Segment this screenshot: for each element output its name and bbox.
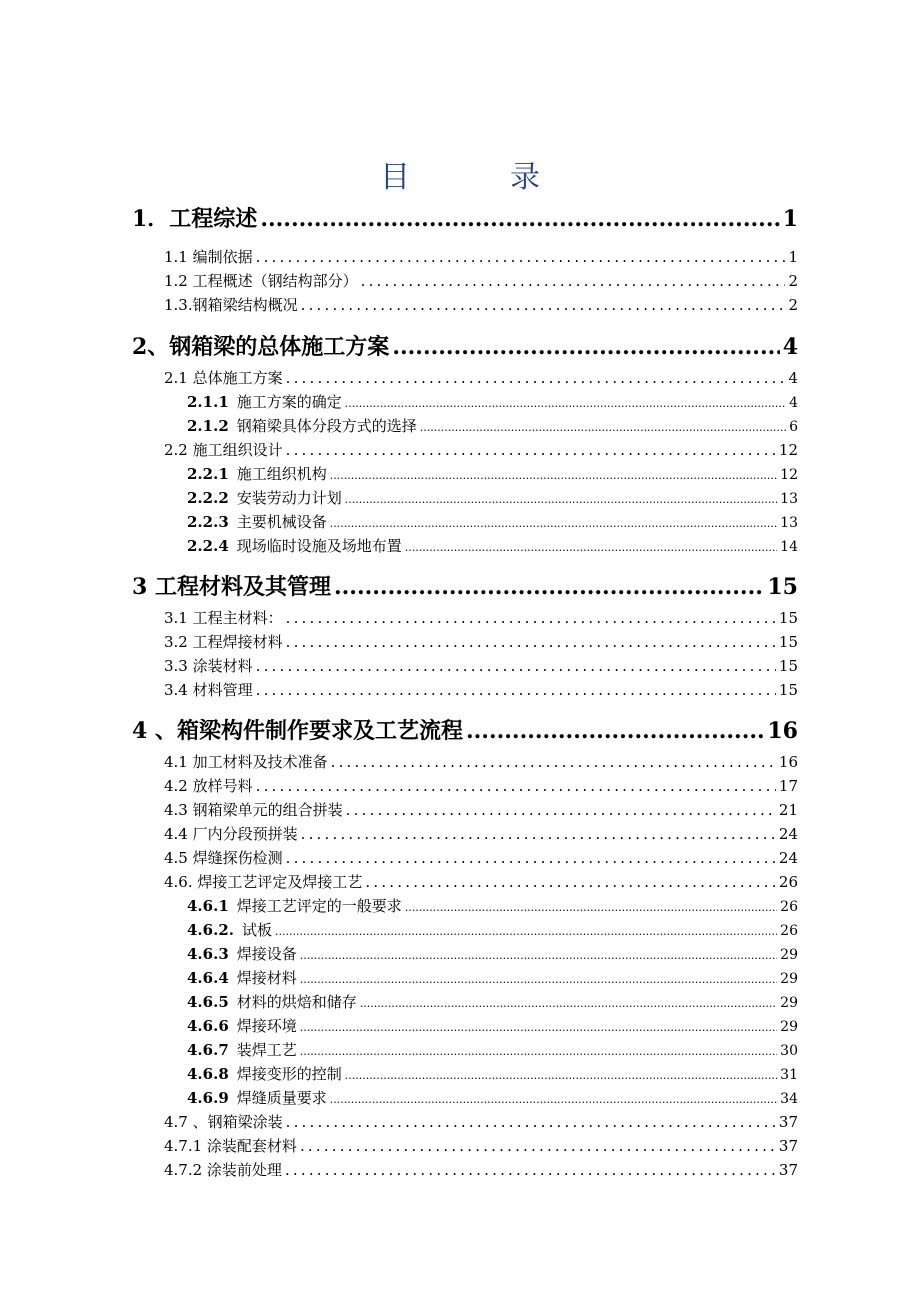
toc-entry-level-3[interactable] — [187, 919, 798, 941]
toc-entry-text: 3.4 材料管理 — [164, 681, 253, 699]
toc-page-number: 16 — [767, 718, 798, 744]
toc-entry-level-1[interactable] — [132, 202, 798, 232]
toc-entry-text: 4.7.1 涂装配套材料 — [164, 1137, 297, 1155]
toc-page-number: 26 — [780, 923, 798, 939]
toc-entry-number: 4.6.3 — [187, 945, 229, 963]
toc-entry-level-3[interactable] — [187, 487, 798, 509]
toc-entry-label — [164, 1159, 282, 1180]
toc-entry-label — [187, 991, 357, 1012]
toc-leader-dots — [466, 718, 764, 744]
toc-entry-number: 2.2.4 — [187, 537, 229, 555]
toc-entry-level-2[interactable] — [164, 775, 798, 797]
toc-entry-label — [164, 631, 283, 652]
toc-entry-label — [187, 535, 402, 556]
toc-entry-level-1[interactable] — [132, 330, 798, 360]
toc-entry-text: 3.3 涂装材料 — [164, 657, 253, 675]
toc-leader-dots — [285, 1161, 776, 1179]
toc-entry-text: 2.1 总体施工方案 — [164, 369, 283, 387]
toc-entry-text: 1．工程综述 — [132, 206, 258, 232]
toc-page-number: 4 — [788, 369, 798, 387]
toc-leader-dots — [286, 633, 776, 651]
toc-entry-level-3[interactable] — [187, 943, 798, 965]
toc-leader-dots — [286, 1113, 776, 1131]
toc-entry-text: 安装劳动力计划 — [236, 489, 342, 507]
toc-entry-label — [164, 1111, 283, 1132]
toc-entry-level-3[interactable] — [187, 535, 798, 557]
toc-leader-dots — [275, 925, 777, 938]
toc-entry-number: 4.6.2. — [187, 921, 234, 939]
toc-entry-text: 焊接材料 — [236, 969, 297, 987]
toc-entry-text: 主要机械设备 — [236, 513, 327, 531]
toc-entry-label — [164, 246, 253, 267]
toc-entry-text: 4.5 焊缝探伤检测 — [164, 849, 283, 867]
toc-entry-label — [187, 919, 272, 940]
toc-page-number: 31 — [780, 1067, 798, 1083]
toc-entry-label — [164, 823, 298, 844]
toc-title-char-2: 录 — [510, 160, 540, 195]
toc-leader-dots — [256, 248, 786, 266]
toc-leader-dots — [405, 541, 777, 554]
toc-entry-level-3[interactable] — [187, 967, 798, 989]
toc-entry-text: 试板 — [241, 921, 272, 939]
toc-entry-text: 装焊工艺 — [236, 1041, 297, 1059]
toc-leader-dots — [361, 272, 786, 290]
toc-entry-label — [132, 570, 331, 601]
toc-entry-text: 焊接环境 — [236, 1017, 297, 1035]
toc-entry-level-2[interactable] — [164, 1135, 798, 1157]
toc-entry-text: 材料的烘焙和储存 — [236, 993, 357, 1011]
toc-entry-level-2[interactable] — [164, 367, 798, 389]
toc-entry-label — [164, 1135, 297, 1156]
toc-page-number: 2 — [788, 296, 798, 314]
toc-entry-number: 4.6.5 — [187, 993, 229, 1011]
toc-entry-text: 现场临时设施及场地布置 — [236, 537, 402, 555]
toc-entry-label — [187, 943, 297, 964]
toc-leader-dots — [300, 949, 777, 962]
toc-page-number: 1 — [788, 248, 798, 266]
toc-page-number: 15 — [778, 657, 798, 675]
toc-entry-level-3[interactable] — [187, 415, 798, 437]
toc-page-number: 2 — [788, 272, 798, 290]
toc-entry-number: 2.2.3 — [187, 513, 229, 531]
toc-entry-label — [187, 1039, 297, 1060]
toc-entry-label — [187, 511, 327, 532]
toc-entry-text: 4.4 厂内分段预拼装 — [164, 825, 298, 843]
toc-entry-text: 4.7 、钢箱梁涂装 — [164, 1113, 283, 1131]
toc-page-number: 26 — [780, 899, 798, 915]
toc-entry-text: 4.7.2 涂装前处理 — [164, 1161, 282, 1179]
toc-entry-label — [164, 799, 343, 820]
toc-leader-dots — [392, 334, 779, 360]
toc-entry-text: 焊接工艺评定的一般要求 — [236, 897, 402, 915]
toc-leader-dots — [365, 873, 776, 891]
toc-leader-dots — [301, 825, 776, 843]
toc-leader-dots — [330, 469, 777, 482]
toc-entry-level-2[interactable] — [164, 1111, 798, 1133]
toc-entry-label — [164, 775, 253, 796]
toc-page-number: 13 — [780, 515, 798, 531]
toc-page-number: 4 — [782, 334, 798, 360]
toc-entry-number: 4.6.8 — [187, 1065, 229, 1083]
toc-page-number: 30 — [780, 1043, 798, 1059]
toc-page-number: 15 — [778, 681, 798, 699]
toc-page-number: 15 — [778, 609, 798, 627]
toc-entry-label — [164, 847, 283, 868]
toc-entry-number: 2.1.1 — [187, 393, 229, 411]
toc-entry-label — [187, 1063, 342, 1084]
toc-entry-number: 4.6.7 — [187, 1041, 229, 1059]
toc-leader-dots — [331, 753, 776, 771]
toc-leader-dots — [256, 681, 776, 699]
toc-entry-level-3[interactable] — [187, 1015, 798, 1037]
toc-entry-text: 4.2 放样号料 — [164, 777, 253, 795]
toc-page-number: 13 — [780, 491, 798, 507]
toc-entry-level-3[interactable] — [187, 1087, 798, 1109]
toc-entry-label — [164, 367, 283, 388]
toc-page-number: 15 — [778, 633, 798, 651]
toc-entry-label — [132, 202, 257, 233]
toc-entry-text: 4.6. 焊接工艺评定及焊接工艺 — [164, 873, 363, 891]
toc-title-char-1: 目 — [380, 160, 410, 195]
toc-title — [0, 152, 920, 196]
toc-leader-dots — [286, 609, 776, 627]
toc-entry-label — [164, 270, 358, 291]
toc-entry-level-2[interactable] — [164, 799, 798, 821]
toc-entry-label — [187, 391, 342, 412]
toc-entry-level-2[interactable] — [164, 631, 798, 653]
toc-entry-label — [132, 330, 389, 361]
toc-leader-dots — [286, 441, 776, 459]
toc-entry-text: 4 、箱梁构件制作要求及工艺流程 — [132, 718, 463, 744]
toc-leader-dots — [330, 1093, 777, 1106]
toc-entry-level-2[interactable] — [164, 655, 798, 677]
toc-page-number: 12 — [780, 467, 798, 483]
toc-page-number: 37 — [778, 1161, 798, 1179]
toc-entry-text: 钢箱梁具体分段方式的选择 — [236, 417, 417, 435]
toc-entry-text: 施工组织机构 — [236, 465, 327, 483]
toc-leader-dots — [420, 421, 786, 434]
toc-entry-label — [187, 967, 297, 988]
toc-entry-label — [164, 679, 253, 700]
toc-entry-level-3[interactable] — [187, 1039, 798, 1061]
toc-entry-number: 4.6.1 — [187, 897, 229, 915]
toc-page-number: 29 — [780, 971, 798, 987]
toc-page-number: 14 — [780, 539, 798, 555]
toc-entry-level-3[interactable] — [187, 511, 798, 533]
toc-entry-text: 4.1 加工材料及技术准备 — [164, 753, 328, 771]
toc-entry-text: 1.1 编制依据 — [164, 248, 253, 266]
toc-entry-label — [187, 463, 327, 484]
toc-entry-level-2[interactable] — [164, 439, 798, 461]
toc-entry-label — [132, 714, 463, 745]
toc-page-number: 29 — [780, 947, 798, 963]
toc-page-number: 24 — [778, 849, 798, 867]
toc-entry-level-3[interactable] — [187, 1063, 798, 1085]
toc-entry-level-3[interactable] — [187, 895, 798, 917]
toc-page-number: 17 — [778, 777, 798, 795]
toc-entry-text: 焊缝质量要求 — [236, 1089, 327, 1107]
toc-entry-level-2[interactable] — [164, 871, 798, 893]
toc-page-number: 16 — [778, 753, 798, 771]
toc-leader-dots — [300, 1021, 777, 1034]
toc-leader-dots — [300, 1045, 777, 1058]
toc-entry-level-2[interactable] — [164, 751, 798, 773]
toc-leader-dots — [286, 369, 786, 387]
toc-page-number: 21 — [778, 801, 798, 819]
toc-leader-dots — [334, 574, 764, 600]
toc-page-number: 29 — [780, 995, 798, 1011]
toc-entry-text: 施工方案的确定 — [236, 393, 342, 411]
toc-leader-dots — [346, 801, 776, 819]
toc-entry-level-3[interactable] — [187, 991, 798, 1013]
toc-entry-level-3[interactable] — [187, 463, 798, 485]
toc-entry-text: 1.2 工程概述（钢结构部分） — [164, 272, 358, 290]
toc-entry-level-2[interactable] — [164, 607, 798, 629]
toc-entry-text: 3.2 工程焊接材料 — [164, 633, 283, 651]
toc-leader-dots — [260, 206, 779, 232]
toc-entry-text: 1.3.钢箱梁结构概况 — [164, 296, 298, 314]
toc-entry-level-2[interactable] — [164, 847, 798, 869]
toc-leader-dots — [301, 296, 786, 314]
toc-leader-dots — [345, 397, 786, 410]
toc-entry-text: 焊接设备 — [236, 945, 297, 963]
toc-entry-label — [164, 751, 328, 772]
toc-page-number: 6 — [789, 419, 798, 435]
toc-entry-text: 3 工程材料及其管理 — [132, 574, 331, 600]
toc-leader-dots — [405, 901, 777, 914]
toc-entry-number: 2.2.2 — [187, 489, 229, 507]
toc-page-number: 29 — [780, 1019, 798, 1035]
toc-leader-dots — [300, 1137, 776, 1155]
toc-entry-number: 4.6.6 — [187, 1017, 229, 1035]
toc-page-number: 37 — [778, 1137, 798, 1155]
toc-entry-text: 3.1 工程主材料： — [164, 609, 283, 627]
toc-entry-label — [164, 871, 362, 892]
toc-entry-label — [187, 487, 342, 508]
toc-page-number: 34 — [780, 1091, 798, 1107]
toc-entry-level-2[interactable] — [164, 679, 798, 701]
toc-entry-label — [164, 607, 283, 628]
toc-leader-dots — [360, 997, 777, 1010]
toc-entry-number: 2.1.2 — [187, 417, 229, 435]
toc-page-number: 26 — [778, 873, 798, 891]
toc-entry-level-2[interactable] — [164, 294, 798, 316]
toc-page-number: 1 — [782, 206, 798, 232]
toc-leader-dots — [330, 517, 777, 530]
toc-entry-number: 4.6.9 — [187, 1089, 229, 1107]
toc-entry-label — [187, 415, 417, 436]
toc-entry-text: 2.2 施工组织设计 — [164, 441, 283, 459]
toc-entry-text: 焊接变形的控制 — [236, 1065, 342, 1083]
toc-page-number: 15 — [767, 574, 798, 600]
toc-page-number: 12 — [778, 441, 798, 459]
toc-entry-level-1[interactable] — [132, 570, 798, 600]
toc-leader-dots — [345, 493, 777, 506]
toc-entry-level-2[interactable] — [164, 270, 798, 292]
toc-entry-number: 2.2.1 — [187, 465, 229, 483]
toc-entry-label — [164, 294, 298, 315]
toc-entry-number: 4.6.4 — [187, 969, 229, 987]
toc-page-number: 24 — [778, 825, 798, 843]
toc-entry-label — [187, 1087, 327, 1108]
toc-entry-text: 2、钢箱梁的总体施工方案 — [132, 334, 390, 360]
toc-leader-dots — [256, 657, 776, 675]
toc-entry-label — [187, 1015, 297, 1036]
toc-entry-level-2[interactable] — [164, 823, 798, 845]
toc-entry-label — [187, 895, 402, 916]
toc-leader-dots — [256, 777, 776, 795]
toc-entry-level-2[interactable] — [164, 1159, 798, 1181]
toc-page-number: 4 — [789, 395, 798, 411]
toc-entry-label — [164, 439, 283, 460]
toc-entry-text: 4.3 钢箱梁单元的组合拼装 — [164, 801, 343, 819]
toc-entry-level-1[interactable] — [132, 714, 798, 744]
toc-entry-level-3[interactable] — [187, 391, 798, 413]
toc-leader-dots — [345, 1069, 777, 1082]
toc-leader-dots — [300, 973, 777, 986]
toc-page-number: 37 — [778, 1113, 798, 1131]
toc-entry-label — [164, 655, 253, 676]
toc-leader-dots — [286, 849, 776, 867]
toc-entry-level-2[interactable] — [164, 246, 798, 268]
